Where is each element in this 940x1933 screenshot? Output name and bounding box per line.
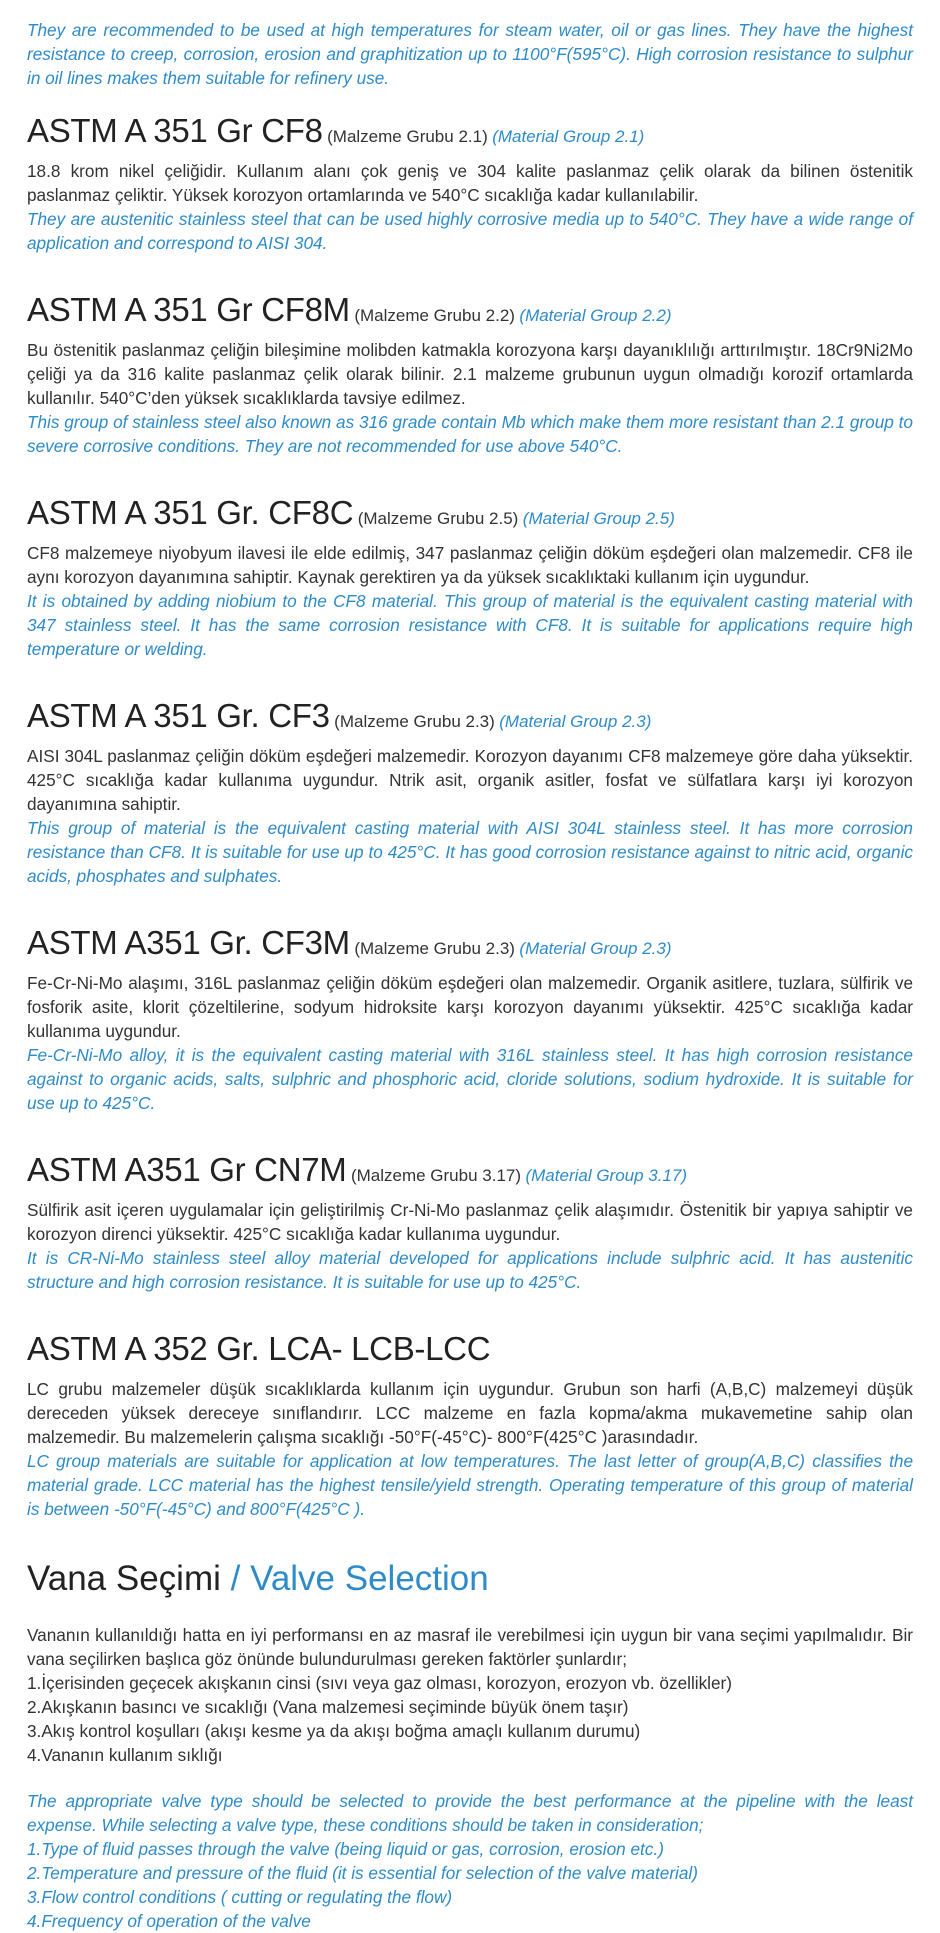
description-en: They are austenitic stainless steel that can be used highly corrosive media up to 540°C. They have a wide range of application and correspond to AISI 304. — [27, 209, 913, 253]
description-en: Fe-Cr-Ni-Mo alloy, it is the equivalent casting material with 316L stainless steel. It has high corrosion resistance against to organic acids, salts, sulphric and phosphoric acid, cloride solutions, sodium hydroxide. It is suitable for use up to 425°C. — [27, 1045, 913, 1113]
list-item: 1.Type of fluid passes through the valve (being liquid or gas, corrosion, erosion etc.) — [27, 1839, 664, 1859]
list-item: 3.Akış kontrol koşulları (akışı kesme ya da akışı boğma amaçlı kullanım durumu) — [27, 1721, 641, 1741]
selection-list-tr — [27, 1671, 913, 1767]
material-group-en: (Material Group 2.3) — [499, 712, 652, 731]
section-title: ASTM A 351 Gr. CF8C — [27, 494, 354, 531]
intro-paragraph-en: They are recommended to be used at high temperatures for steam water, oil or gas lines. They have the highest resistance to creep, corrosion, erosion and graphitization up to 1100°F(595°C). High corrosion resistance to sulphur in oil lines makes them suitable for refinery use. — [27, 20, 913, 88]
list-item: 1.İçerisinden geçecek akışkanın cinsi (sıvı veya gaz olması, korozyon, erozyon vb. özellikler) — [27, 1673, 732, 1693]
valve-selection-title-en: / Valve Selection — [230, 1559, 489, 1598]
section-title: ASTM A 351 Gr. CF3 — [27, 697, 330, 734]
material-group-en: (Material Group 2.3) — [519, 939, 672, 958]
valve-selection-title-tr: Vana Seçimi — [27, 1559, 221, 1598]
material-group-en: (Material Group 2.5) — [522, 509, 675, 528]
description-tr: 18.8 krom nikel çeliğidir. Kullanım alanı çok geniş ve 304 kalite paslanmaz çelik olarak da bilinen östenitik paslanmaz çeliktir. Yüksek korozyon ortamlarında ve 540°C sıcaklığa kadar kullanılabilir. — [27, 161, 913, 205]
material-group-en: (Material Group 3.17) — [525, 1166, 688, 1185]
material-group-tr: (Malzeme Grubu 2.3) — [354, 939, 515, 958]
list-item: 2.Temperature and pressure of the fluid (it is essential for selection of the valve material) — [27, 1863, 698, 1883]
list-item: 3.Flow control conditions ( cutting or regulating the flow) — [27, 1887, 453, 1907]
material-group-en: (Material Group 2.2) — [519, 306, 672, 325]
description-en: This group of material is the equivalent casting material with AISI 304L stainless steel. It has more corrosion resistance than CF8. It is suitable for use up to 425°C. It has good corrosion resistance against to nitric acid, organic acids, phosphates and sulphates. — [27, 818, 913, 886]
description-tr: CF8 malzemeye niyobyum ilavesi ile elde edilmiş, 347 paslanmaz çeliğin döküm eşdeğeri olan malzemedir. CF8 ile aynı korozyon dayanımına sahiptir. Kaynak gerektiren ya da yüksek sıcaklıktaki kullanım için uygundur. — [27, 543, 913, 587]
list-item: 4.Vananın kullanım sıklığı — [27, 1745, 223, 1765]
description-tr: Fe-Cr-Ni-Mo alaşımı, 316L paslanmaz çeliğin döküm eşdeğeri olan malzemedir. Organik asitlere, tuzlara, sülfirik ve fosforik asite, klorit çözeltilerine, sodyum hidroksite karşı korozyon dayanımı yüksektir. 425°C sıcaklığa kadar kullanıma uygundur. — [27, 973, 913, 1041]
description-en: LC group materials are suitable for application at low temperatures. The last letter of group(A,B,C) classifies the material grade. LCC material has the highest tensile/yield strength. Operating temperature of this group of material is between -50°F(-45°C) and 800°F(425°C ). — [27, 1451, 913, 1519]
section-title: ASTM A 351 Gr CF8M — [27, 291, 350, 328]
description-tr: Sülfirik asit içeren uygulamalar için geliştirilmiş Cr-Ni-Mo paslanmaz çelik alaşımıdır. Östenitik bir yapıya sahiptir ve korozyon direnci yüksektir. 425°C sıcaklığa kadar kullanıma uygundur. — [27, 1200, 913, 1244]
description-tr: LC grubu malzemeler düşük sıcaklıklarda kullanım için uygundur. Grubun son harfi (A,B,C) malzemeyi düşük dereceden yüksek dereceye sınıflandırır. LCC malzeme en fazla kopma/akma mukavemetine sahip olan malzemedir. Bu malzemelerin çalışma sıcaklığı -50°F(-45°C)- 800°F(425°C )arasındadır. — [27, 1379, 913, 1447]
section-heading — [27, 112, 913, 157]
description-en: This group of stainless steel also known as 316 grade contain Mb which make them more resistant than 2.1 group to severe corrosive conditions. They are not recommended for use above 540°C. — [27, 412, 913, 456]
material-section-cn7m — [27, 1151, 913, 1294]
list-item: 4.Frequency of operation of the valve — [27, 1911, 311, 1931]
description-tr: Bu östenitik paslanmaz çeliğin bileşimine molibden katmakla korozyona karşı dayanıklılığı arttırılmıştır. 18Cr9Ni2Mo çeliği ya da 316 kalite paslanmaz çelik olarak bilinir. 2.1 malzeme grubunun uygun olmadığı korozif ortamlarda kullanılır. 540°C’den yüksek sıcaklıklarda tavsiye edilmez. — [27, 340, 913, 408]
description-en: It is obtained by adding niobium to the CF8 material. This group of material is the equivalent casting material with 347 stainless steel. It has the same corrosion resistance with CF8. It is suitable for applications require high temperature or welding. — [27, 591, 913, 659]
material-group-tr: (Malzeme Grubu 2.5) — [357, 509, 519, 528]
list-item: 2.Akışkanın basıncı ve sıcaklığı (Vana malzemesi seçiminde büyük önem taşır) — [27, 1697, 629, 1717]
section-title: ASTM A 351 Gr CF8 — [27, 112, 323, 149]
valve-selection-en — [27, 1789, 913, 1933]
selection-intro-tr: Vananın kullanıldığı hatta en iyi performansı en az masraf ile verebilmesi için uygun bir vana seçimi yapılmalıdır. Bir vana seçilirken başlıca göz önünde bulundurulması gereken faktörler şunlardır; — [27, 1625, 913, 1669]
selection-intro-en: The appropriate valve type should be selected to provide the best performance at the pipeline with the least expense. While selecting a valve type, these conditions should be taken in consideration; — [27, 1791, 913, 1835]
material-group-en: (Material Group 2.1) — [492, 127, 645, 146]
material-section-lc — [27, 1330, 913, 1521]
section-heading — [27, 924, 913, 969]
material-group-tr: (Malzeme Grubu 2.3) — [334, 712, 495, 731]
material-section-cf8c — [27, 494, 913, 661]
description-en: It is CR-Ni-Mo stainless steel alloy material developed for applications include sulphric acid. It has austenitic structure and high corrosion resistance. It is suitable for use up to 425°C. — [27, 1248, 913, 1292]
material-group-tr: (Malzeme Grubu 2.2) — [354, 306, 515, 325]
material-section-cf8m — [27, 291, 913, 458]
material-section-cf8 — [27, 112, 913, 255]
section-heading — [27, 1151, 913, 1196]
material-group-tr: (Malzeme Grubu 2.1) — [327, 127, 488, 146]
material-section-cf3m — [27, 924, 913, 1115]
section-title: ASTM A 352 Gr. LCA- LCB-LCC — [27, 1330, 491, 1367]
valve-selection-heading — [27, 1557, 913, 1601]
material-group-tr: (Malzeme Grubu 3.17) — [350, 1166, 522, 1185]
selection-list-en — [27, 1837, 913, 1933]
valve-selection-tr — [27, 1623, 913, 1767]
description-tr: AISI 304L paslanmaz çeliğin döküm eşdeğeri malzemedir. Korozyon dayanımı CF8 malzemeye göre daha yüksektir. 425°C sıcaklığa kadar kullanıma uygundur. Ntrik asit, organik asitler, fosfat ve sülfatlara karşı iyi korozyon dayanımına sahiptir. — [27, 746, 913, 814]
section-title: ASTM A351 Gr CN7M — [27, 1151, 347, 1188]
section-title: ASTM A351 Gr. CF3M — [27, 924, 350, 961]
section-heading — [27, 1330, 913, 1375]
material-section-cf3 — [27, 697, 913, 888]
section-heading — [27, 494, 913, 539]
section-heading — [27, 697, 913, 742]
section-heading — [27, 291, 913, 336]
